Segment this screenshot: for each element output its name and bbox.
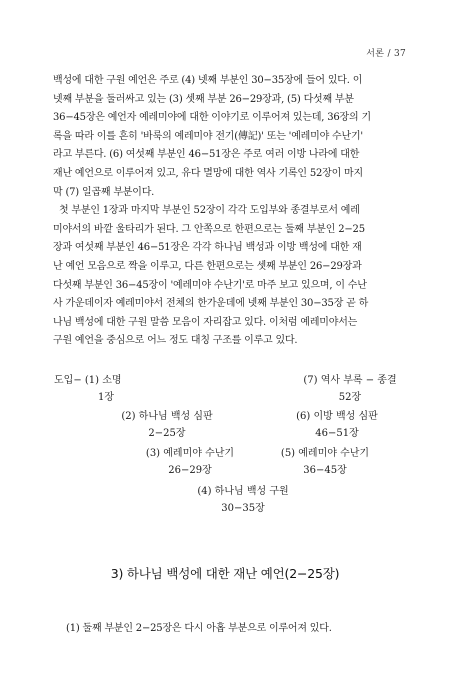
- node-label: (2) 하나님 백성 심판: [121, 411, 213, 422]
- node-label: (6) 이방 백성 심판: [296, 411, 378, 422]
- text-line: 라고 부른다. (6) 여섯째 부분인 46−51장은 주로 여러 이방 나라에 대한: [53, 149, 360, 161]
- text-line: 미야서의 바깥 울타리가 된다. 그 안쪽으로 한편으로는 둘째 부분인 2−25: [53, 223, 365, 235]
- diagram-node-passion-b: [270, 445, 380, 479]
- text-line: 장과 여섯째 부분인 46−51장은 각각 하나님 백성과 이방 백성에 대한 재: [53, 242, 362, 254]
- node-label: (7) 역사 부록 − 종결: [303, 375, 397, 386]
- node-label: (3) 예레미야 수난기: [145, 448, 235, 459]
- text-line: 백성에 대한 구원 예언은 주로 (4) 넷째 부분인 30−35장에 들어 있다. 이: [53, 75, 363, 86]
- node-range: 1장: [98, 392, 115, 403]
- text-line: 나님 백성에 대한 구원 말씀 모음이 자리잡고 있다. 이처럼 예레미야서는: [53, 316, 358, 328]
- diagram-node-intro: [54, 372, 122, 406]
- diagram-node-passion-a: [135, 445, 245, 479]
- section-heading: 3) 하나님 백성에 대한 재난 예언(2−25장): [110, 566, 340, 581]
- text-line: 재난 예언으로 이루어져 있고, 유다 멸망에 대한 역사 기록인 52장이 마지: [53, 167, 363, 179]
- node-range: 30−35장: [221, 503, 265, 514]
- node-range: 52장: [338, 392, 362, 403]
- text-line: 난 예언 모음으로 짝을 이루고, 다른 한편으로는 셋째 부분인 26−29장과: [53, 260, 362, 272]
- node-label: 도입− (1) 소명: [54, 375, 122, 386]
- node-range: 26−29장: [168, 465, 212, 476]
- text-line: 막 (7) 일곱째 부분이다.: [53, 186, 155, 198]
- node-range: 36−45장: [303, 465, 347, 476]
- diagram-node-salvation: [188, 483, 298, 517]
- text-line: (1) 둘째 부분인 2−25장은 다시 아홉 부분으로 이루어져 있다.: [66, 623, 332, 634]
- diagram-node-judgment-nations: [287, 408, 387, 442]
- node-range: 46−51장: [315, 428, 359, 439]
- node-range: 2−25장: [148, 428, 186, 439]
- text-line: 넷째 부분을 둘러싸고 있는 (3) 셋째 부분 26−29장과, (5) 다섯째 부분: [53, 93, 354, 105]
- text-line: 구원 예언을 중심으로 어느 정도 대칭 구조를 이루고 있다.: [53, 335, 298, 347]
- text-line: 36−45장은 예언자 예레미야에 대한 이야기로 이루어져 있는데, 36장의 기: [53, 112, 371, 124]
- text-line: 사 가운데이자 예레미야서 전체의 한가운데에 넷째 부분인 30−35장 곧 하: [53, 298, 369, 310]
- text-line: 록을 따라 이를 흔히 '바룩의 예레미야 전기(傳記)' 또는 '예레미야 수난기': [53, 130, 363, 142]
- node-label: (4) 하나님 백성 구원: [197, 486, 289, 497]
- diagram-node-judgment-israel: [112, 408, 222, 442]
- text-line: 첫 부분인 1장과 마지막 부분인 52장이 각각 도입부와 종결부로서 예레: [53, 205, 360, 217]
- text-line: 다섯째 부분인 36−45장이 '예레미야 수난기'로 마주 보고 있으며, 이 수난: [53, 279, 367, 291]
- diagram-node-appendix: [300, 372, 400, 406]
- running-head: 서론 / 37: [366, 49, 406, 59]
- node-label: (5) 예레미야 수난기: [280, 448, 370, 459]
